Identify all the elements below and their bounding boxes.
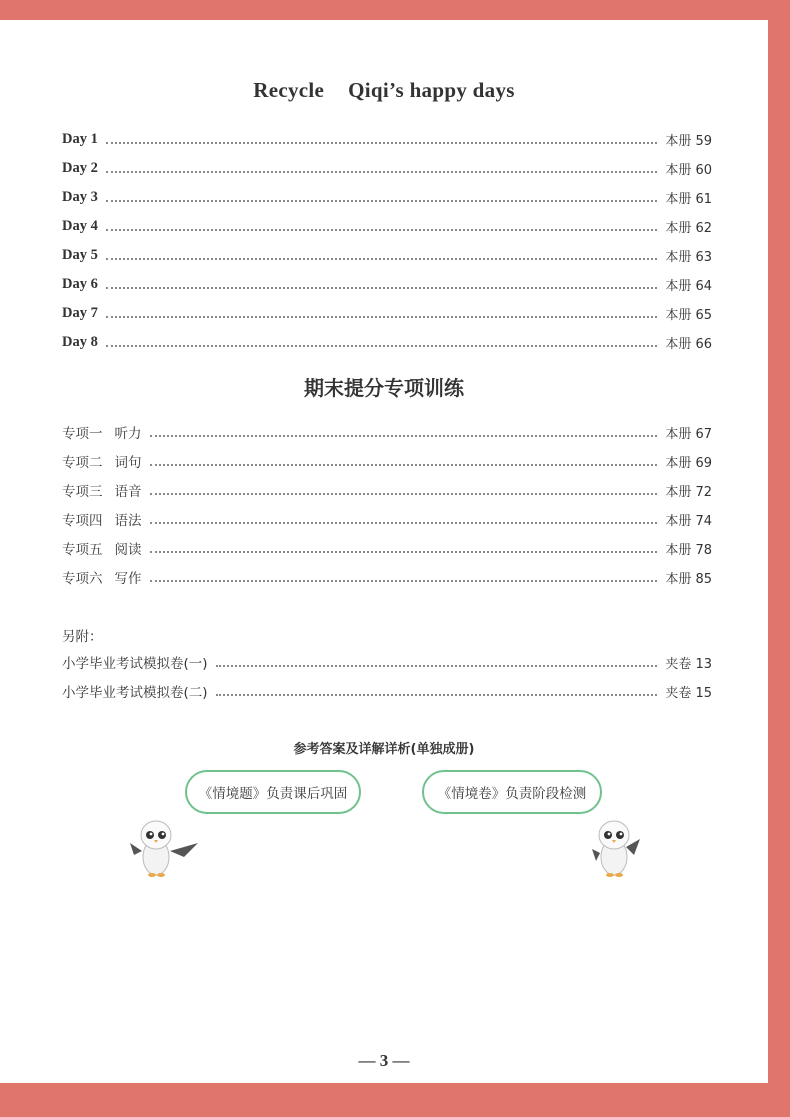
- toc-entry-page: 本册 85: [665, 571, 712, 587]
- toc-entry-label: Day 3: [62, 188, 98, 205]
- toc-entry-page: 本册 61: [665, 191, 712, 207]
- toc-entry-page: 本册 67: [665, 426, 712, 442]
- recycle-title-right: Qiqi’s happy days: [348, 78, 515, 102]
- toc-entry-day-4[interactable]: [62, 216, 712, 236]
- recycle-title-left: Recycle: [253, 78, 325, 102]
- dot-leader: [150, 463, 658, 466]
- toc-entry-page: 本册 62: [665, 220, 712, 236]
- toc-entry-number: 专项四: [62, 513, 103, 529]
- toc-entry-label: Day 4: [62, 217, 98, 234]
- dot-leader: [106, 315, 657, 318]
- bird-mascot-icon: [588, 815, 648, 885]
- toc-entry-day-7[interactable]: [62, 303, 712, 323]
- toc-entry-label: Day 2: [62, 159, 98, 176]
- toc-entry-special-6[interactable]: [62, 567, 712, 587]
- toc-entry-page: 本册 66: [665, 336, 712, 352]
- dot-leader: [150, 579, 658, 582]
- toc-entry-topic: 写作: [114, 571, 142, 587]
- toc-entry-label: [62, 422, 142, 442]
- toc-entry-page: 本册 74: [665, 513, 712, 529]
- bird-mascot-icon: [128, 815, 206, 885]
- dot-leader: [106, 170, 657, 173]
- dot-leader: [106, 141, 657, 144]
- toc-entry-topic: 语法: [114, 513, 142, 529]
- toc-entry-special-1[interactable]: [62, 422, 712, 442]
- speech-bubble-text: 《情境题》负责课后巩固: [198, 786, 348, 802]
- answers-booklet-title: 参考答案及详解详析(单独成册): [293, 742, 475, 757]
- dot-leader: [106, 228, 657, 231]
- toc-entry-label: 小学毕业考试模拟卷(一): [62, 656, 208, 672]
- toc-entry-number: 专项二: [62, 455, 103, 471]
- toc-entry-number: 专项三: [62, 484, 103, 500]
- page-border-bottom: [0, 1083, 790, 1117]
- toc-entry-page: 本册 69: [665, 455, 712, 471]
- toc-entry-label: [62, 538, 142, 558]
- toc-entry-label: Day 6: [62, 275, 98, 292]
- toc-entry-day-6[interactable]: [62, 274, 712, 294]
- dot-leader: [216, 664, 658, 667]
- toc-entry-day-8[interactable]: [62, 332, 712, 352]
- toc-entry-special-5[interactable]: [62, 538, 712, 558]
- toc-entry-page: 本册 64: [665, 278, 712, 294]
- toc-entry-label: Day 1: [62, 130, 98, 147]
- toc-entry-label: [62, 567, 142, 587]
- dot-leader: [106, 344, 657, 347]
- toc-entry-label: Day 5: [62, 246, 98, 263]
- toc-entry-label: Day 8: [62, 333, 98, 350]
- page-number: — 3 —: [358, 1051, 410, 1070]
- toc-entry-page: 本册 60: [665, 162, 712, 178]
- toc-entry-number: 专项六: [62, 571, 103, 587]
- dot-leader: [106, 286, 657, 289]
- dot-leader: [150, 521, 658, 524]
- toc-entry-page: 夹卷 13: [665, 656, 712, 672]
- recycle-section-title: [0, 78, 768, 103]
- toc-entry-topic: 词句: [114, 455, 142, 471]
- toc-entry-mock-exam-1[interactable]: [62, 652, 712, 672]
- toc-entry-label: [62, 480, 142, 500]
- toc-entry-mock-exam-2[interactable]: [62, 681, 712, 701]
- appendix-label: 另附：: [62, 629, 103, 645]
- toc-entry-page: 本册 65: [665, 307, 712, 323]
- speech-bubble-right: [422, 770, 602, 814]
- toc-entry-label: [62, 451, 142, 471]
- toc-entry-day-1[interactable]: [62, 129, 712, 149]
- dot-leader: [150, 492, 658, 495]
- toc-entry-page: 本册 78: [665, 542, 712, 558]
- document-page: [0, 20, 768, 1083]
- toc-entry-label: 小学毕业考试模拟卷(二): [62, 685, 208, 701]
- page-border-top: [0, 0, 790, 20]
- final-section-title: 期末提分专项训练: [304, 376, 464, 400]
- dot-leader: [150, 434, 658, 437]
- dot-leader: [150, 550, 658, 553]
- toc-entry-topic: 语音: [114, 484, 142, 500]
- dot-leader: [216, 693, 658, 696]
- toc-entry-topic: 阅读: [114, 542, 142, 558]
- toc-entry-page: 本册 63: [665, 249, 712, 265]
- speech-bubble-left: [185, 770, 361, 814]
- toc-entry-special-4[interactable]: [62, 509, 712, 529]
- toc-entry-page: 本册 59: [665, 133, 712, 149]
- toc-entry-special-2[interactable]: [62, 451, 712, 471]
- toc-entry-number: 专项五: [62, 542, 103, 558]
- toc-entry-label: Day 7: [62, 304, 98, 321]
- toc-entry-label: [62, 509, 142, 529]
- toc-entry-day-3[interactable]: [62, 187, 712, 207]
- page-border-right: [768, 0, 790, 1117]
- speech-bubble-text: 《情境卷》负责阶段检测: [437, 786, 587, 802]
- toc-entry-day-5[interactable]: [62, 245, 712, 265]
- toc-entry-special-3[interactable]: [62, 480, 712, 500]
- dot-leader: [106, 257, 657, 260]
- toc-entry-page: 本册 72: [665, 484, 712, 500]
- toc-entry-day-2[interactable]: [62, 158, 712, 178]
- toc-entry-topic: 听力: [114, 426, 142, 442]
- dot-leader: [106, 199, 657, 202]
- toc-entry-page: 夹卷 15: [665, 685, 712, 701]
- toc-entry-number: 专项一: [62, 426, 103, 442]
